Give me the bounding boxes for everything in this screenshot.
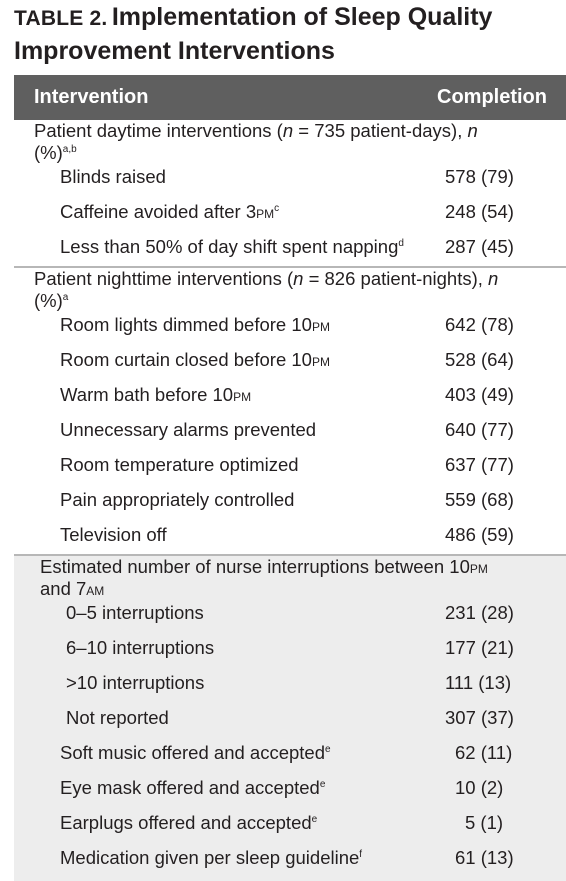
row-value: 640 (77) — [445, 418, 514, 440]
table-row — [14, 700, 566, 735]
row-label: Television off — [60, 523, 167, 545]
header-intervention: Intervention — [34, 86, 149, 108]
interventions-table — [14, 75, 566, 881]
row-label: Unnecessary alarms prevented — [60, 418, 317, 440]
row-label: Medication given per sleep guideline$^f$ — [60, 846, 363, 868]
row-label: Room lights dimmed before 10PM — [60, 313, 330, 335]
table-title-line2: Improvement Interventions — [14, 37, 335, 65]
table-row — [14, 412, 566, 447]
row-value: 287 (45) — [445, 235, 514, 257]
table-row — [14, 630, 566, 665]
row-value: 528 (64) — [445, 348, 514, 370]
table-row — [14, 770, 566, 805]
row-label: Room curtain closed before 10PM — [60, 348, 330, 370]
table-row — [14, 665, 566, 700]
section-heading: Estimated number of nurse interruptions between 10PM and 7AM — [40, 555, 488, 599]
row-label: Soft music offered and accepted$^e$ — [60, 741, 331, 763]
row-label: Eye mask offered and accepted$^e$ — [60, 776, 326, 798]
table-row — [14, 447, 566, 482]
table-row — [14, 194, 566, 229]
row-value: 10 (2) — [455, 776, 504, 798]
row-value: 486 (59) — [445, 523, 514, 545]
section-nighttime — [14, 268, 566, 556]
table-row — [14, 342, 566, 377]
row-label: Not reported — [66, 706, 169, 728]
row-value: 177 (21) — [445, 636, 514, 658]
table-row — [14, 735, 566, 770]
row-value: 62 (11) — [455, 741, 513, 763]
row-value: 637 (77) — [445, 453, 514, 475]
section-heading: Patient daytime interventions (n = 735 patient-days), n (%)$^{a,b}$ — [34, 119, 478, 163]
table-row — [14, 229, 566, 264]
row-value: 559 (68) — [445, 488, 514, 510]
table-title-line1: Implementation of Sleep Quality — [111, 3, 493, 31]
table-row — [14, 159, 566, 194]
row-label: Less than 50% of day shift spent napping$^d$ — [60, 235, 404, 257]
row-label: 0–5 interruptions — [66, 601, 204, 623]
row-label: Earplugs offered and accepted$^e$ — [60, 811, 318, 833]
row-label: 6–10 interruptions — [66, 636, 215, 658]
table-row — [14, 595, 566, 630]
row-value: 231 (28) — [445, 601, 514, 623]
row-value: 403 (49) — [445, 383, 514, 405]
table-row — [14, 307, 566, 342]
table-title — [0, 0, 566, 67]
section-nurse-interruptions — [14, 556, 566, 881]
header-completion: Completion — [437, 86, 547, 108]
table-row — [14, 377, 566, 412]
row-value: 5 (1) — [465, 811, 504, 833]
row-label: Warm bath before 10PM — [60, 383, 252, 405]
table-number: TABLE 2. — [14, 7, 108, 30]
row-label: Blinds raised — [60, 165, 166, 187]
table-row — [14, 482, 566, 517]
section-daytime — [14, 120, 566, 268]
row-label: >10 interruptions — [66, 671, 205, 693]
row-label: Pain appropriately controlled — [60, 488, 295, 510]
row-value: 61 (13) — [455, 846, 514, 868]
row-value: 307 (37) — [445, 706, 514, 728]
row-value: 248 (54) — [445, 200, 514, 222]
table-row — [14, 805, 566, 840]
row-value: 642 (78) — [445, 313, 514, 335]
table-header — [14, 75, 566, 120]
row-label: Caffeine avoided after $3PM^c$ — [60, 200, 280, 222]
row-value: 111 (13) — [445, 671, 512, 693]
row-label: Room temperature optimized — [60, 453, 299, 475]
row-value: 578 (79) — [445, 165, 514, 187]
table-row — [14, 517, 566, 552]
section-heading: Patient nighttime interventions (n = 826 patient-nights), n (%)$^a$ — [34, 267, 499, 311]
